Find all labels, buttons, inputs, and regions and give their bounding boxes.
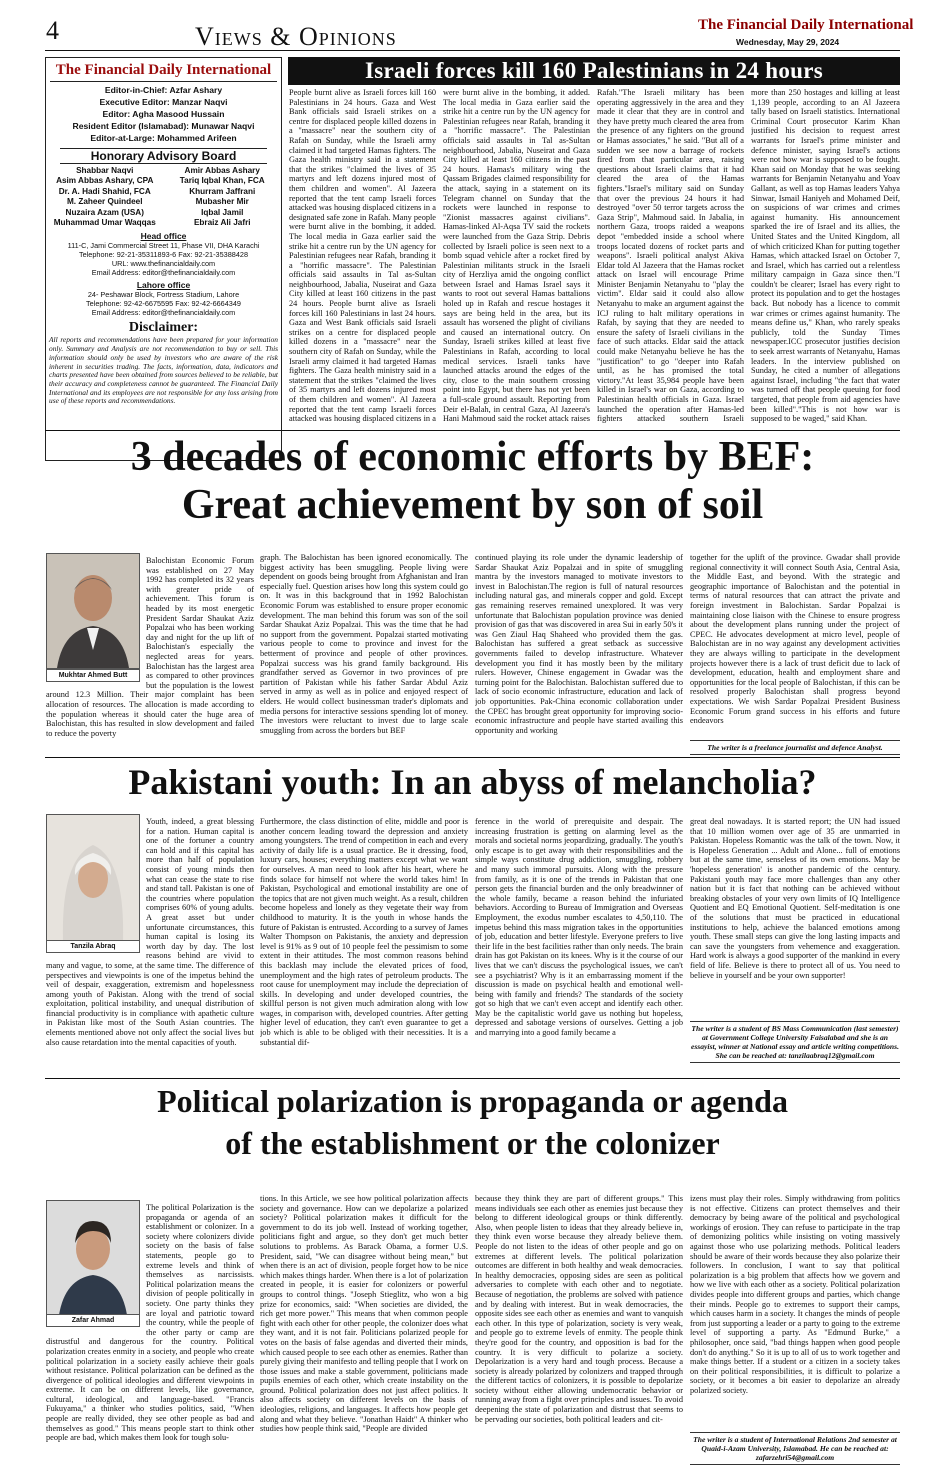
board-member: Nuzaira Azam (USA) [65,207,144,217]
story3-column-2: Furthermore, the class distinction of elite, middle and poor is another concern leading toward the depression and anxiety among youngsters. The trend of competition in each and every activity of daily life is a usual practice. Be it dressing, food, luxury cars, houses; everything matters except what we want for ourselves. A man need to look after his heart, where he finds solace for himself not where the world takes him! In Pakistan, Psychological and emotional instability are one of the topics that are not given much weight. As a result, children become hopeless and lonely as they vegetate their way from childhood to maturity. It is the youth in whose hands the future of Pakistan is entrusted. According to a survey of James Walter Thompson on Pakistanis, the anxiety and depression level is 91% as 9 out of 10 people feel the pessimism to some extent in their attitudes. The most common reasons behind this backlash may include the elevated prices of food, unemployment and the high rates of petroleum products. The root cause for unemployment may include the depreciation of skills. In developing and under developed countries, the skillful person is not given much admiration along with low wages, in comparison with, developed countries. After getting higher level of education, they can't even guarantee to get a job which is able to be obliged with their necessities. It is a substantial dif- [260,817,468,1047]
editor-line: Editor-at-Large: Mohammed Arifeen [90,133,237,143]
story2-column-3: continued playing its role under the dynamic leadership of Sardar Shaukat Aziz Popalzai and in spite of smuggling mantra by the investors managed to motivate investors to invest in Balochistan.The region is full of natural resources including natural gas, and minerals copper and gold. Except gas remaining reserves remained unexplored. It was very unfortunate that Balochistan population province was denied provision of gas that was discovered in area Sui in early 50's it was Gen Ziaul Haq Shaheed who provided them the gas. Balochistan has suffered a great setback as successive governments failed to develop infrastructure. Whatever development you find it has mostly been by the military rulers. However, Chinese engagement in Gwadar was the turning point for the Balochistan. Balochistan suffered due to lack of socio economic infrastructure, education and lack of job opportunities. Pak-China economic collaboration under the CPEC has brought great opportunity for improving socio-economic infrastructure and people have started availing this opportunity and working [475,553,683,735]
masthead-box [45,57,282,461]
disclaimer-title: Disclaimer: [128,320,199,336]
lahore-office-address: 24- Peshawar Block, Fortress Stadium, Lahore Telephone: 92-42-6675595 Fax: 92-42-6664349 Email Address: editor@thefinancialdaily.com [86,290,241,318]
section-title: Views & Opinions [195,22,397,51]
masthead-title: The Financial Daily International [55,62,272,78]
page-number: 4 [46,16,59,45]
story1-column-4: more than 250 hostages and killing at least 1,139 people, according to an Al Jazeera tally based on Israeli statistics. International Criminal Court prosecutor Karim Khan justified his decision to request arrest warrants for Israel's prime minister and defence minister, saying Israel's actions were not how war is supposed to be fought. Khan said on Monday that he was seeking warrants for Benjamin Netanyahu and Yoav Gallant, as well as top Hamas leaders Yahya Sinwar, Ismail Haniyeh and Mohamed Deif, on suspicions of war crimes and crimes against humanity. His announcement sparked the ire of Israel and its allies, the United States and the United Kingdom, all of which criticized Khan for putting together Hamas, which attacked Israel on October 7, and Israel, which has carried out a relentless military campaign in Gaza since then."I couldn't be clearer; Israel has every right to protect its population and to get the hostages back. But nobody has a licence to commit war crimes or crimes against humanity. The means define us," Khan, who rarely speaks publicly, told the Sunday Times newspaper.ICC prosecutor justifies decision to seek arrest warrants of Netanyahu, Hamas leaders. In the interview published on Sunday, he cited a number of allegations against Israel, including "the fact that water was turned off that people queuing for food targeted, that people from aid agencies have been killed"."This is not how war is supposed to be waged," said Khan. [751,88,900,424]
story3-column-3: ference in the world of prerequisite and despair. The increasing frustration is getting on alarming level as the morals and societal norms jeopardizing, gradually. The youth's only escape is to get away with their responsibilities and the simple ways constitute drug addiction, smuggling, robbery and many such immoral pursuits. Along with the pressure from family, as it is one of the trends in Pakistan that one person gets the financial burden and the only breadwinner of the whole family, became a reason behind the infuriated behaviors. According to Bureau of Immigration and Overseas Employment, the exodus number escalates to 4,50,110. The impetus behind this mass migration takes in the opportunities of job, education and better lifestyle. Everyone prefers to live their life in the best facilities rather than only needs. The brain drain has got Pakistan on its knees. Why is it the course of our lives that we can't discuss the psychological issues, we can't see a psychiatrist? Why is it an embarrassing moment if the discussion is made on psychical health and emotional well-being with family and friends? The standards of the society got so high that we can't even accept and identify each other. May be the capitalistic world gave us nothing but hopeless, depressed and sabotage versions of ourselves. Getting a job and marrying into a good family became a [475,817,683,1038]
story2-headline: 3 decades of economic efforts by BEF: Great achievement by son of soil [130,434,815,528]
story3-headline: Pakistani youth: In an abyss of melancholia? [128,762,817,802]
editor-line: Editor-in-Chief: Azfar Ashary [104,85,223,95]
disclaimer-text: All reports and recommendations have been prepared for your information only. Summary and Analysis are not recommendation to buy or sell. This information should only be used by investors who are aware of the risk inherent in securities trading. The facts, information, data, indicators and charts presented have been obtained from sources believed to be reliable, but their accuracy and completeness cannot be guaranteed. The Financial Daily International and its employees are not responsible for any loss arising from use of these reports and recommendations. [49,335,278,406]
story2-column-1: Balochistan Economic Forum was established on 27 May 1992 has completed its 32 years with greater pride of achievement. This forum is headed by its most energetic President Sardar Shaukat Aziz Popalzai who has been working day and night for the up lift of Balochistan's especially the neglected areas for years. Balochistan has the largest area as compared to other provinces but the population is the lowest around 12.3 Million. Their major complaint has been allocation of resources. The allocation is made according to the population whereas it should cater the huge area of Balochistan, this has resulted in slow development and failed to reduce the poverty [46,556,254,738]
board-member: Asim Abbas Ashary, CPA [56,176,154,186]
author-caption: Zafar Ahmad [46,1314,140,1327]
story1-column-1: People burnt alive as Israeli forces kill 160 Palestinians in 24 hours. Gaza and West Bank officials said Israeli strikes on a centre for displaced people killed dozens in a "massacre" near the southern city of Rafah on Sunday, while the Israeli army claimed it had targeted Hamas fighters. The Gaza health ministry said in a statement that the strikes "claimed the lives of 35 martyrs and left dozens injured most of them children and women". Al Jazeera reported that the tent camp Israeli forces attacked was housing displaced citizens in a designated safe zone in Rafah. Many people were burnt alive in the bombing, it added. The local media in Gaza earlier said the strike hit a centre run by the UN agency for Palestinian refugees near Rafah, branding it a "horrific massacre". The Palestinian officials said assaults in Tal as-Sultan neighbourhood, Jabalia, Nuseirat and Gaza City killed at least 160 citizens in the past 24 hours. People burnt alive as Israeli forces kill 160 Palestinians in last 24 hours. Gaza and West Bank officials said Israeli strikes on a centre for displaced people killed dozens in a "massacre" near the southern city of Rafah on Sunday, while the Israeli army claimed it had targeted Hamas fighters. The Gaza health ministry said in a statement that the strikes "claimed the lives of 35 martyrs and left dozens injured most of them children and women". Al Jazeera reported that the tent camp Israeli forces attacked was housing displaced citizens in a [289,88,436,424]
story2-writer-note: The writer is a freelance journalist and defence Analyst. [690,740,900,755]
story1-column-3: Rafah."The Israeli military has been operating aggressively in the area and they made it clear that they are in control and they have pretty much cleared the area from the presence of any fighters on the ground or Hamas associates," he said. "But all of a sudden we see now a barrage of rockets fired from that particular area, raising questions about Israeli claims that it had cleared the area of the Hamas fighters."Israel's military said on Sunday that over the previous 24 hours it had destroyed "over 50 terror targets across the Gaza Strip", Mahmoud said. In Jabalia, in northern Gaza, troops raided a weapons depot "embedded inside a school where troops located dozens of rocket parts and weapons". Israeli political analyst Akiva Eldar told Al Jazeera that the Hamas rocket attack on Israel will encourage Prime Minister Benjamin Netanyahu to "play the victim". Eldar said it could also allow Netanyahu to make an argument against the ICJ ruling to halt military operations in Rafah, by saying that they are needed to ensure the safety of Israeli civilians in the face of such attacks. Eldar said the attack could make Netanyahu believe he has the "justification" to go "deeper into Rafah until, as he has promised the total victory."At least 35,984 people have been killed in Israel's war on Gaza, according to Palestinian health officials in Gaza. Israel launched the operation after Hamas-led fighters attacked southern Israeli [597,88,744,424]
advisory-board-names [46,166,281,228]
lahore-office-label: Lahore office [136,280,191,291]
story2-column-4: together for the uplift of the province. Gwadar shall provide regional connectivity it will connect South Asia, Central Asia, the Middle East, and beyond. With the strategic and geographic importance of Balochistan and the potential in terms of natural resources that can attract the private and foreign investment in Balochistan. Sardar Popalzai is maintaining close liaison with the Chinese to ensure progress about the development plans running under the project of CPEC. He advocates development at micro level, people of Balochistan are in no way against any development activities they are always willing to participate in the development projects however there is a lack of trust deficit due to lack of development, education, health and employment share and opportunities for the local people of Balochistan, if this can be resolved properly Balochistan shall progress beyond expectations. We wish Sardar Popalzai President Business Economic Forum grand success in his efforts and future endeavors [690,553,900,726]
story3-writer-note: The writer is a student of BS Mass Communication (last semester) at Government College University Faisalabad and she is an essayist, winner at National essay and article writing competitions. She can be reached at: tanzilaabraq12@gmail.com [690,1021,900,1063]
editor-line: Executive Editor: Manzar Naqvi [99,97,228,107]
issue-date: Wednesday, May 29, 2024 [736,37,840,47]
story4-column-2: tions. In this Article, we see how political polarization affects society and governance. How can we depolarize a polarized society? Political polarization makes it difficult for the government to do its job well. Instead of working together, politicians fight and argue, so they don't get much better solutions to problems. As Barack Obama, a former U.S. President, said, "We can disagree without being mean," but when there is an act of division, people forget how to be nice which makes things harder. When there is a lot of polarization created in people, it is easier for colonizers or powerful groups to control things. "Joseph Stieglitz, who won a big prize for economics, said: "When societies are divided, the rich get more power." This means that when common people fight with each other for other people, the colonizer does what they want, and it is not fair. Politicians polarized people for votes on the basis of false agendas and diverted their minds, which caused people to see each other as enemies. Rather than purely giving their manifesto and telling people that I work on those issues and make a stable government, politicians made pupils enemies of each other, which create instability on the ground. Political polarization does not just affect politics. It also affects society on different levels on the basis of ideologies, religions, and languages. It affects how people get along and what they believe. "Jonathan Haidt" A thinker who studies how people think said, "People are divided [260,1194,468,1434]
section-rule [45,1078,900,1079]
head-office-label: Head office [140,231,187,242]
story4-writer-note: The writer is a student of International Relations 2nd semester at Quaid-i-Azam University, Islamabad. He can be reached at: zafarzehri54@gmail.com [690,1432,900,1465]
board-member: M. Zaheer Quindeel [66,197,143,207]
board-member: Dr. A. Hadi Shahid, FCA [58,186,151,196]
board-member: Shabbar Naqvi [76,166,134,175]
story4-column-3: because they think they are part of different groups." This means individuals see each other as enemies just because they belong to different ideological groups or think differently. Also, when people listen to ideas that they already believe in, they think even worse because they already believe them. People do not listen to the ideas of other people and go on extremes at different levels. The political polarization outcomes are different in both healthy and weak democracies. In healthy democracies, opposing sides are seen as political adversaries to complete with each other and to negotiate. Because of negotiation, the problems are solved with patience and by dealing with interest. But in weak democracies, the opposite sides see each other as enemies and want to vanquish each other. In this type of polarization, society is very weak, and people go to extreme levels of enmity. The people think they're good for the country, and opposition is bad for the country. It is very difficult to polarize a society. Depolarization is a very hard and tough process. Because a society is already polarized by colonizers and trapped through the different tactics of colonizers, it is possible to depolarize society without either allowing undemocratic behavior or running away from a fight over principles and issues. To avoid deepening the state of polarization and distrust that seems to be pervading our societies, both political leaders and cit- [475,1194,683,1424]
story3-column-4: great deal nowadays. It is started report; the UN had issued that 10 million women over age of 35 are unmarried in Pakistan. Hopeless Romantic was the talk of the town. Now, it is Hopeless Generation ... Adult and Alone... full of emotions but at the same time, senseless of its own emotions. May be 'hopeless generation' is another pandemic of the century. Pakistani youth may face more challenges than any other nation but it is fact that nothing can be achieved without breaking obstacles of your very own limits of IQ Intelligence Quotient and EQ Emotional Quotient. Self-meditation is one of the solutions that must be practiced in educational institutions to help, achieve the balanced emotions among youth. These small steps can give the long lasting impacts and can save the youngsters from vehemence and exaggeration. Hard work is always a good supporter of the mankind in every field of life. Believe is there to protect all of us. You need to believe in yourself and be your own supporter! [690,817,900,980]
story4-headline: Political polarization is propaganda or agenda of the establishment or the colonizer [157,1083,788,1161]
board-member: Khurram Jaffrani [189,186,256,196]
brand-name: The Financial Daily International [698,17,914,33]
board-member: Ebraiz Ali Jafri [193,218,251,228]
section-rule [45,757,900,758]
editor-line: Resident Editor (Islamabad): Munawar Naqvi [72,121,255,131]
header-rule [45,50,900,51]
section-rule [45,430,900,431]
board-member: Muhammad Umar Waqqas [53,218,156,228]
story3-column-1: Youth, indeed, a great blessing for a nation. Human capital is one of the fortuner a country can hold and if this capital has more than half of population consist of young minds then what can cease the state to rise and stand tall. Pakistan is one of the countries where population comprises 60% of young adults. A great asset but under unfortunate circumstances, this human capital is losing its worth day by day. The lost reasons behind are vivid to many and vague, to some, at the same time. The difference of perspectives and viewpoints is one of the impetus behind the veil of despair, exaggeration, extremism and hopelessness among youth of Pakistan. Along with the trend of social exploitation, political instability, and unequal distribution of financial productivity is in compliance with apathetic culture in Pakistan like most of the South Asian countries. The elements mentioned above not only affect the social lives but also cause retardation into the mental capacities of youth. [46,817,254,1047]
story4-column-4: izens must play their roles. Simply withdrawing from politics is not effective. Citizens can protect themselves and their democracy by being aware of the political and psychological workings of erosion. They can refuse to participate in the trap of demonizing politics while insisting on voting massively against those who use polarizing methods. Political leaders should be aware of their words because they also polarize their followers. In conclusion, I want to say that political polarization is a big problem that affects how we govern and how we live with each other as a society. Political polarization divides people into different groups and parties, which change their minds. People go to extremes to support their camps, which causes harm in a society. It changes the minds of people from just supporting a leader or a party to going to the extreme level of supporting a party. As "Edmund Burke," a philosopher, once said, "bad things happen when good people don't do anything." So it is up to all of us to work together and make things better. If a student or a citizen in a society takes on their political responsibilities, it is difficult to polarize a society, or it becomes a bit easier to depolarize an already polarized society. [690,1194,900,1395]
board-member: Tariq Iqbal Khan, FCA [179,176,265,186]
board-member: Iqbal Jamil [201,207,244,217]
story4-column-1: The political Polarization is the propaganda or agenda of an establishment or colonizer. In a society where colonizers divide society on the basis of false statements, people go to extreme levels and think of themselves as narcissists. Political polarization means the division of people politically in society. One party thinks they are loyal and patriotic toward the country, while the people of the other party or camp are distrustful and dangerous for the country. Political polarization creates enmity in a society, and people who create political polarization in a society easily achieve their goals without resistance. Political polarization can be defined as the divergence of political ideologies and different viewpoints in extreme. It can be on different levels, like governance, cultural, ideological, and language-based. "Francis Fukuyama," a thinker who studies politics, said, "When people are really divided, they see other people as bad and themselves as good." This means people start to think other people are bad, which makes them look for tough solu- [46,1203,254,1443]
editor-line: Editor: Agha Masood Hussain [102,109,225,119]
story1-headline: Israeli forces kill 160 Palestinians in 24 hours [288,57,900,85]
author-caption: Mukhtar Ahmed Butt [46,669,140,682]
advisory-board-title: Honorary Advisory Board [60,148,267,164]
author-caption: Tanzila Abraq [46,940,140,953]
story2-column-2: graph. The Balochistan has been ignored economically. The biggest activity has been smuggling. People living were dependent on goods being brought from Afghanistan and Iran especially fuel. Question arises how long this system could go on. It was in this background that in 1992 Balochistan Economic Forum was established to ensure proper economic development. The man behind this forum was son of the soil Sardar Shaukat Aziz Popalzai. This was the time that he had no support from the government. Popalzai started motivating various people to come to province and invest for the betterment of province and people of other provinces. Popalzai success was his grand family background. His grandfather served as Governor in two provinces of pre partition of Pakistan while his father Sardar Abdul Aziz served in army as well as in police and enjoyed respect of elders. He would collect businessman trader's diplomats and media persons for interactive sessions spending lot of money. The investors were reluctant to invest due to large scale smuggling from across the borders but BEF [260,553,468,735]
board-member: Mubasher Mir [195,197,249,207]
story1-column-2: were burnt alive in the bombing, it added. The local media in Gaza earlier said the strike hit a centre run by the UN agency for Palestinian refugees near Rafah, branding it a "horrific massacre". The Palestinian officials said assaults in Tal as-Sultan neighbourhood, Jabalia, Nuseirat and Gaza City killed at least 160 citizens in the past 24 hours. Hamas's military wing the Qassam Brigades claimed responsibility for the attack, saying in a statement on its Telegram channel on Sunday that the rockets were launched in response to "Zionist massacres against civilians". Hamas-linked Al-Aqsa TV said the rockets were launched from the Gaza Strip. Debris collected by Israeli police is seen next to a bomb squad vehicle after a rocket fired by Palestinian militants struck in the Israeli city of Herzliya amid the ongoing conflict between Israel and Hamas Israel says it wants to root out several Hamas battalions holed up in Rafah and rescue hostages it says are being held in the area, but its assault has worsened the plight of civilians and caused an international outcry. On Sunday, Israeli strikes killed at least five Palestinians in Rafah, according to local medical services. Israeli tanks have launched attacks around the edges of the city, close to the main southern crossing point into Egypt, but there has not yet been a full-scale ground assault. Reporting from Deir el-Balah, in central Gaza, Al Jazeera's Hani Mahmoud said the rocket attack raises [443,88,590,424]
head-office-address: 111-C, Jami Commercial Street 11, Phase VII, DHA Karachi Telephone: 92-21-35311893-6 Fax: 92-21-35388428 URL: www.thefinancialdaily.com Email Address: editor@thefinancialdaily.com [67,241,260,278]
board-member: Amir Abbas Ashary [184,166,260,175]
